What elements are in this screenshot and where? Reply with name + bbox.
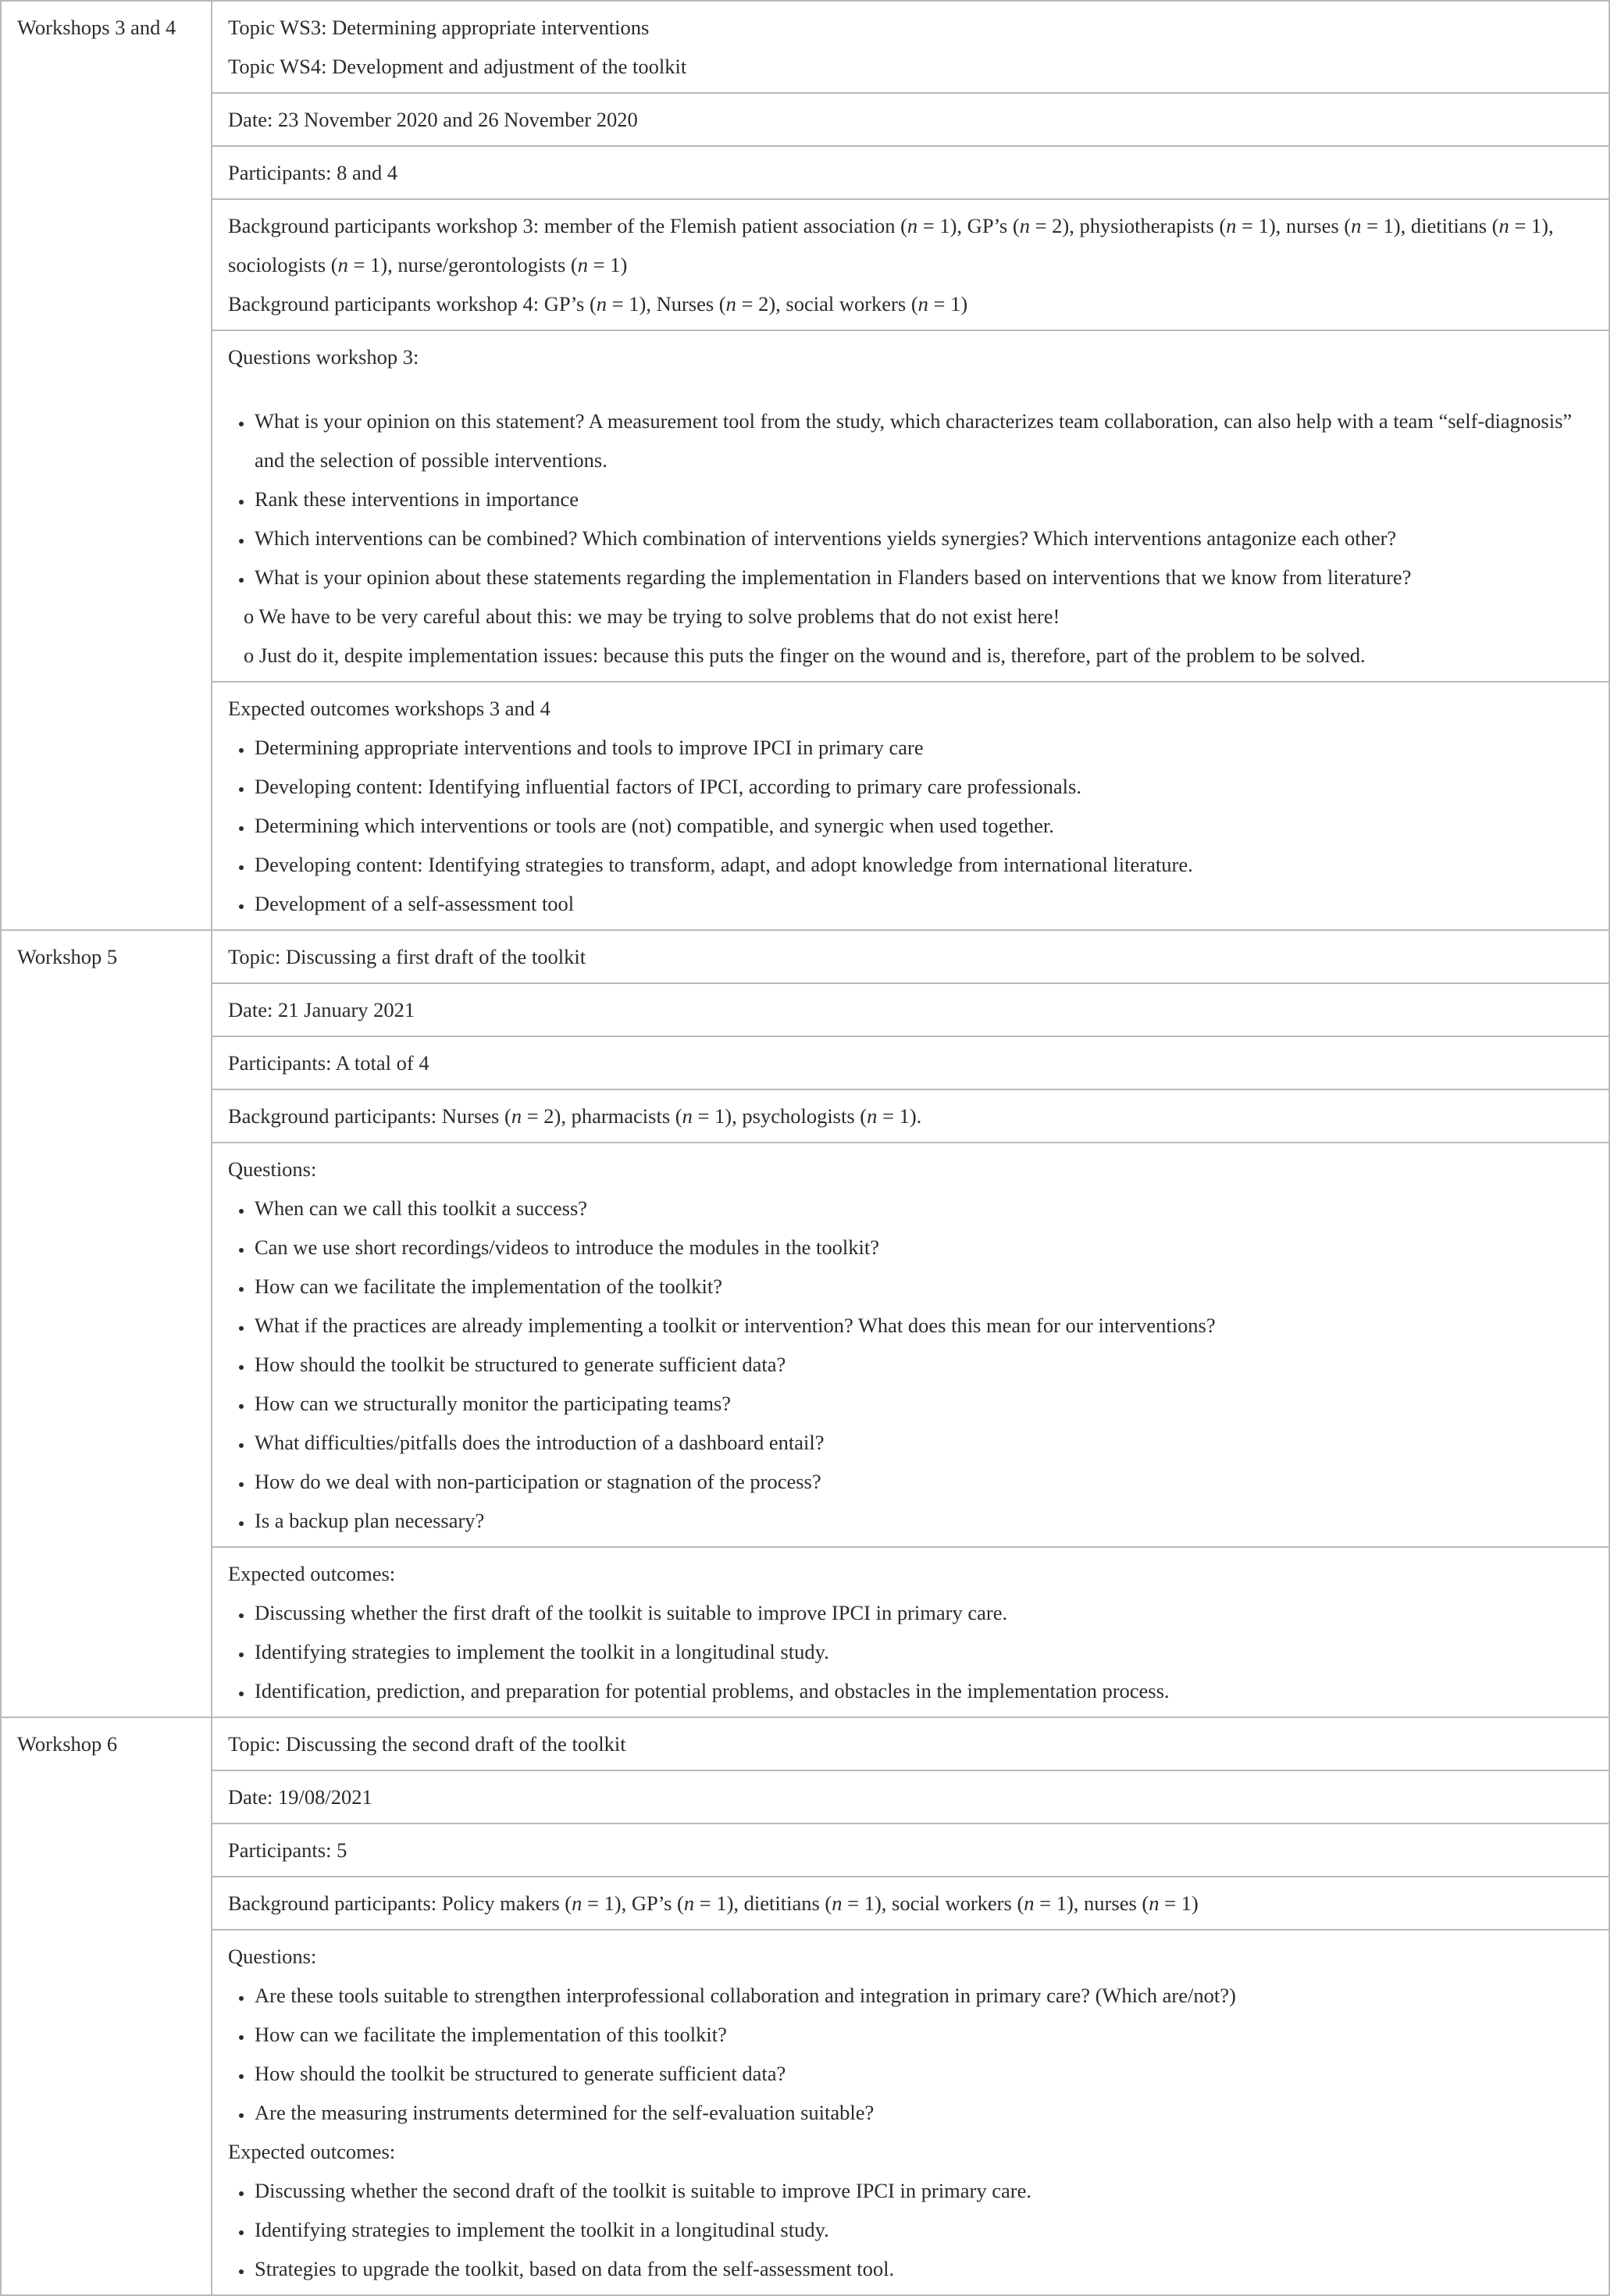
questions-title: Questions workshop 3: — [228, 345, 419, 369]
list-item: • Development of a self-assessment tool — [253, 884, 1593, 923]
list-item: • Are these tools suitable to strengthen interprofessional collaboration and integration in primary care? (Which are/not?) — [253, 1976, 1593, 2015]
table-row — [1, 330, 1609, 682]
topic-cell — [212, 1, 1609, 93]
outcomes-cell — [212, 682, 1609, 930]
list-item: • What is your opinion on this statement? A measurement tool from the study, which characterizes team collaboration, can also help with a team “self-diagnosis” and the selection of possible interventions. — [253, 401, 1593, 480]
questions-list — [228, 1976, 1593, 2132]
list-item: • Discussing whether the second draft of the toolkit is suitable to improve IPCI in primary care. — [253, 2171, 1593, 2210]
questions-outcomes-cell — [212, 1930, 1609, 2295]
list-item: • How should the toolkit be structured to generate sufficient data? — [253, 1345, 1593, 1384]
list-item: • Strategies to upgrade the toolkit, based on data from the self-assessment tool. — [253, 2249, 1593, 2288]
outcomes-title: Expected outcomes: — [228, 1562, 396, 1585]
list-item: • What is your opinion about these statements regarding the implementation in Flanders based on interventions that we know from literature? — [253, 558, 1593, 597]
topic-cell: Topic: Discussing the second draft of the toolkit — [212, 1717, 1609, 1770]
list-item: • Discussing whether the first draft of the toolkit is suitable to improve IPCI in primary care. — [253, 1593, 1593, 1632]
table-row — [1, 1770, 1609, 1824]
table-row — [1, 1877, 1609, 1930]
outcomes-list — [228, 728, 1593, 923]
outcomes-list — [228, 2171, 1593, 2288]
participants-cell: Participants: A total of 4 — [212, 1036, 1609, 1089]
list-item: • How do we deal with non-participation or stagnation of the process? — [253, 1462, 1593, 1501]
list-item: • What difficulties/pitfalls does the introduction of a dashboard entail? — [253, 1423, 1593, 1462]
list-item: • How can we facilitate the implementation of this toolkit? — [253, 2015, 1593, 2054]
table-row — [1, 1143, 1609, 1547]
list-item-sub: o Just do it, despite implementation issues: because this puts the finger on the wound and is, therefore, part of the problem to be solved. — [244, 644, 1366, 667]
list-item: • When can we call this toolkit a success? — [253, 1189, 1593, 1228]
outcomes-title: Expected outcomes: — [228, 2140, 396, 2163]
questions-title: Questions: — [228, 1157, 317, 1181]
list-item: • Determining which interventions or tools are (not) compatible, and synergic when used together. — [253, 806, 1593, 845]
list-item: • Identifying strategies to implement the toolkit in a longitudinal study. — [253, 2210, 1593, 2249]
topic-ws3: Topic WS3: Determining appropriate interventions — [228, 16, 650, 39]
table-row — [1, 1089, 1609, 1143]
table-row — [1, 1717, 1609, 1770]
participants-cell: Participants: 8 and 4 — [212, 146, 1609, 199]
outcomes-list — [228, 1593, 1593, 1710]
list-item: • Is a backup plan necessary? — [253, 1501, 1593, 1540]
table-row — [1, 93, 1609, 146]
list-item: • Identifying strategies to implement the toolkit in a longitudinal study. — [253, 1632, 1593, 1671]
background-ws4: Background participants workshop 4: GP’s (n = 1), Nurses (n = 2), social workers (n = 1) — [228, 292, 968, 316]
table-row — [1, 682, 1609, 930]
questions-cell — [212, 330, 1609, 682]
list-item: • Determining appropriate interventions and tools to improve IPCI in primary care — [253, 728, 1593, 767]
list-item-sub: o We have to be very careful about this: we may be trying to solve problems that do not exist here! — [244, 604, 1060, 628]
list-item: • What if the practices are already implementing a toolkit or intervention? What does this mean for our interventions? — [253, 1306, 1593, 1345]
list-item: • Identification, prediction, and preparation for potential problems, and obstacles in the implementation process. — [253, 1671, 1593, 1710]
list-item: • Developing content: Identifying influential factors of IPCI, according to primary care professionals. — [253, 767, 1593, 806]
outcomes-cell — [212, 1547, 1609, 1717]
questions-title: Questions: — [228, 1945, 317, 1968]
table-row — [1, 146, 1609, 199]
list-item: • How can we structurally monitor the participating teams? — [253, 1384, 1593, 1423]
topic-cell: Topic: Discussing a first draft of the toolkit — [212, 930, 1609, 983]
questions-list — [228, 401, 1593, 597]
outcomes-title: Expected outcomes workshops 3 and 4 — [228, 697, 550, 720]
list-item: • Can we use short recordings/videos to introduce the modules in the toolkit? — [253, 1228, 1593, 1267]
topic-ws4: Topic WS4: Development and adjustment of the toolkit — [228, 55, 687, 78]
list-item: • How can we facilitate the implementation of the toolkit? — [253, 1267, 1593, 1306]
table-row — [1, 1036, 1609, 1089]
date-cell: Date: 21 January 2021 — [212, 983, 1609, 1036]
list-item: • How should the toolkit be structured to generate sufficient data? — [253, 2054, 1593, 2093]
table-row — [1, 1547, 1609, 1717]
list-item: • Are the measuring instruments determined for the self-evaluation suitable? — [253, 2093, 1593, 2132]
table-row — [1, 930, 1609, 983]
background-cell: Background participants: Policy makers (n = 1), GP’s (n = 1), dietitians (n = 1), social workers (n = 1), nurses (n = 1) — [212, 1877, 1609, 1930]
table-row — [1, 199, 1609, 330]
background-cell: Background participants: Nurses (n = 2), pharmacists (n = 1), psychologists (n = 1). — [212, 1089, 1609, 1143]
date-cell: Date: 23 November 2020 and 26 November 2020 — [212, 93, 1609, 146]
row-label-ws5: Workshop 5 — [1, 930, 212, 1717]
questions-cell — [212, 1143, 1609, 1547]
list-item: • Which interventions can be combined? Which combination of interventions yields synergies? Which interventions antagonize each other? — [253, 519, 1593, 558]
questions-list — [228, 1189, 1593, 1540]
list-item: • Developing content: Identifying strategies to transform, adapt, and adopt knowledge from international literature. — [253, 845, 1593, 884]
date-cell: Date: 19/08/2021 — [212, 1770, 1609, 1824]
list-item: • Rank these interventions in importance — [253, 480, 1593, 519]
table-row — [1, 1930, 1609, 2295]
table-row — [1, 1, 1609, 93]
row-label-ws34: Workshops 3 and 4 — [1, 1, 212, 930]
participants-cell: Participants: 5 — [212, 1824, 1609, 1877]
table-row — [1, 983, 1609, 1036]
background-ws3: Background participants workshop 3: member of the Flemish patient association (n = 1), GP’s (n = 2), physiotherapists (n = 1), nurses (n = 1), dietitians (n = 1), sociologists (n = 1), nurse/gerontologists (n = 1) — [228, 214, 1554, 276]
table-row — [1, 1824, 1609, 1877]
background-cell — [212, 199, 1609, 330]
row-label-ws6: Workshop 6 — [1, 1717, 212, 2295]
